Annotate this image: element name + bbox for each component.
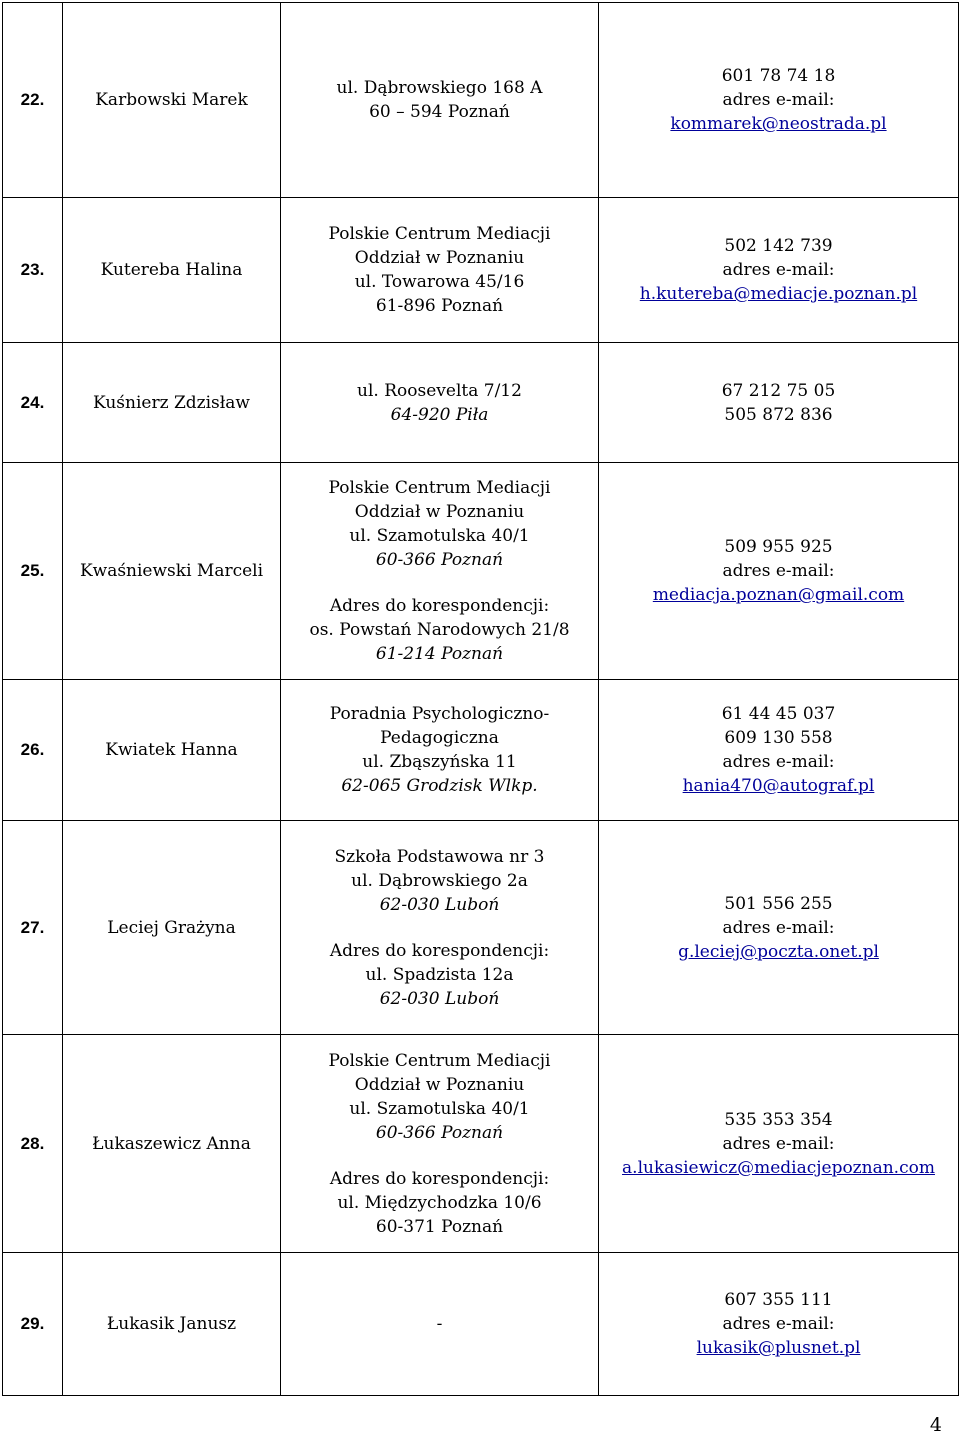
address-spacer [285, 917, 594, 939]
address-line: Oddział w Poznaniu [354, 502, 525, 522]
table-row [3, 198, 959, 343]
address-line: ul. Międzychodzka 10/6 [337, 1192, 542, 1213]
address-line: ul. Zbąszyńska 11 [362, 752, 517, 772]
page-number: 4 [929, 1414, 942, 1436]
address-line: 62-030 Luboń [379, 988, 500, 1009]
contact-cell [599, 821, 959, 1035]
contact-cell [599, 680, 959, 821]
address-line: ul. Towarowa 45/16 [354, 272, 525, 292]
mediator-name: Kutereba Halina [63, 198, 281, 343]
address-spacer [285, 1145, 594, 1167]
table-row [3, 1253, 959, 1396]
table-row [3, 1035, 959, 1253]
email-link[interactable]: h.kutereba@mediacje.poznan.pl [639, 284, 918, 304]
mediators-table [2, 2, 959, 1396]
address-cell [281, 821, 599, 1035]
address-line: Adres do korespondencji: [329, 1168, 550, 1189]
email-link[interactable]: hania470@autograf.pl [682, 776, 875, 796]
address-line: 60 – 594 Poznań [369, 102, 510, 122]
address-line: ul. Dąbrowskiego 2a [351, 870, 528, 891]
mediator-name: Kuśnierz Zdzisław [63, 343, 281, 463]
address-line: ul. Szamotulska 40/1 [349, 1098, 530, 1119]
entry-number: 23. [3, 198, 63, 343]
address-line: Polskie Centrum Mediacji [328, 1050, 551, 1071]
address-line: ul. Spadzista 12a [365, 964, 514, 985]
contact-line: 502 142 739 [724, 236, 833, 256]
contact-line: 535 353 354 [724, 1109, 833, 1130]
address-line: Polskie Centrum Mediacji [328, 478, 551, 498]
contact-line: adres e-mail: [722, 752, 835, 772]
address-line: 60-371 Poznań [375, 1216, 504, 1237]
contact-line: adres e-mail: [722, 1133, 835, 1154]
contact-line: 509 955 925 [724, 537, 833, 557]
table-row [3, 821, 959, 1035]
table-row [3, 463, 959, 680]
address-line: 60-366 Poznań [375, 550, 504, 570]
address-line: Szkoła Podstawowa nr 3 [334, 846, 545, 867]
entry-number: 26. [3, 680, 63, 821]
address-line: Pedagogiczna [380, 728, 499, 748]
address-line: ul. Dąbrowskiego 168 A [336, 78, 543, 98]
address-line: Polskie Centrum Mediacji [328, 224, 551, 244]
contact-line: adres e-mail: [722, 917, 835, 938]
table-row [3, 343, 959, 463]
contact-cell [599, 1035, 959, 1253]
address-spacer [285, 572, 594, 594]
contact-cell [599, 463, 959, 680]
address-line: 62-065 Grodzisk Wlkp. [341, 776, 538, 796]
contact-cell [599, 198, 959, 343]
email-link[interactable]: mediacja.poznan@gmail.com [652, 585, 905, 605]
email-link[interactable]: kommarek@neostrada.pl [670, 114, 887, 134]
address-cell [281, 1253, 599, 1396]
email-link[interactable]: a.lukasiewicz@mediacjepoznan.com [622, 1157, 935, 1178]
address-cell [281, 680, 599, 821]
contact-line: 67 212 75 05 [721, 380, 836, 401]
address-line: Oddział w Poznaniu [354, 248, 525, 268]
address-line: Poradnia Psychologiczno- [329, 704, 550, 724]
contact-cell [599, 343, 959, 463]
mediator-name: Łukaszewicz Anna [63, 1035, 281, 1253]
address-line: Oddział w Poznaniu [354, 1074, 525, 1095]
contact-line: adres e-mail: [722, 90, 835, 110]
mediator-name: Łukasik Janusz [63, 1253, 281, 1396]
mediator-name: Kwaśniewski Marceli [63, 463, 281, 680]
mediator-name: Leciej Grażyna [63, 821, 281, 1035]
address-cell [281, 463, 599, 680]
address-line: - [436, 1314, 443, 1334]
contact-line: 601 78 74 18 [721, 66, 836, 86]
address-line: Adres do korespondencji: [329, 596, 550, 616]
address-line: os. Powstań Narodowych 21/8 [309, 620, 570, 640]
address-cell [281, 198, 599, 343]
entry-number: 27. [3, 821, 63, 1035]
address-line: Adres do korespondencji: [329, 940, 550, 961]
contact-line: 609 130 558 [724, 728, 833, 748]
address-line: 62-030 Luboń [379, 894, 500, 915]
entry-number: 22. [3, 3, 63, 198]
address-line: 61-896 Poznań [375, 296, 504, 316]
contact-line: 607 355 111 [724, 1290, 833, 1310]
address-cell [281, 1035, 599, 1253]
address-cell [281, 3, 599, 198]
address-line: 61-214 Poznań [375, 644, 504, 664]
contact-line: adres e-mail: [722, 1314, 835, 1334]
table-row [3, 680, 959, 821]
address-line: 64-920 Piła [390, 404, 489, 425]
table-row [3, 3, 959, 198]
mediator-name: Kwiatek Hanna [63, 680, 281, 821]
contact-line: 505 872 836 [724, 404, 833, 425]
entry-number: 24. [3, 343, 63, 463]
address-line: 60-366 Poznań [375, 1122, 504, 1143]
entry-number: 28. [3, 1035, 63, 1253]
email-link[interactable]: g.leciej@poczta.onet.pl [678, 941, 879, 962]
entry-number: 25. [3, 463, 63, 680]
address-line: ul. Roosevelta 7/12 [357, 380, 522, 401]
contact-cell [599, 1253, 959, 1396]
contact-line: 501 556 255 [724, 893, 833, 914]
address-cell [281, 343, 599, 463]
contact-cell [599, 3, 959, 198]
contact-line: adres e-mail: [722, 260, 835, 280]
contact-line: 61 44 45 037 [721, 704, 836, 724]
entry-number: 29. [3, 1253, 63, 1396]
contact-line: adres e-mail: [722, 561, 835, 581]
email-link[interactable]: lukasik@plusnet.pl [696, 1338, 861, 1358]
mediator-name: Karbowski Marek [63, 3, 281, 198]
address-line: ul. Szamotulska 40/1 [349, 526, 530, 546]
